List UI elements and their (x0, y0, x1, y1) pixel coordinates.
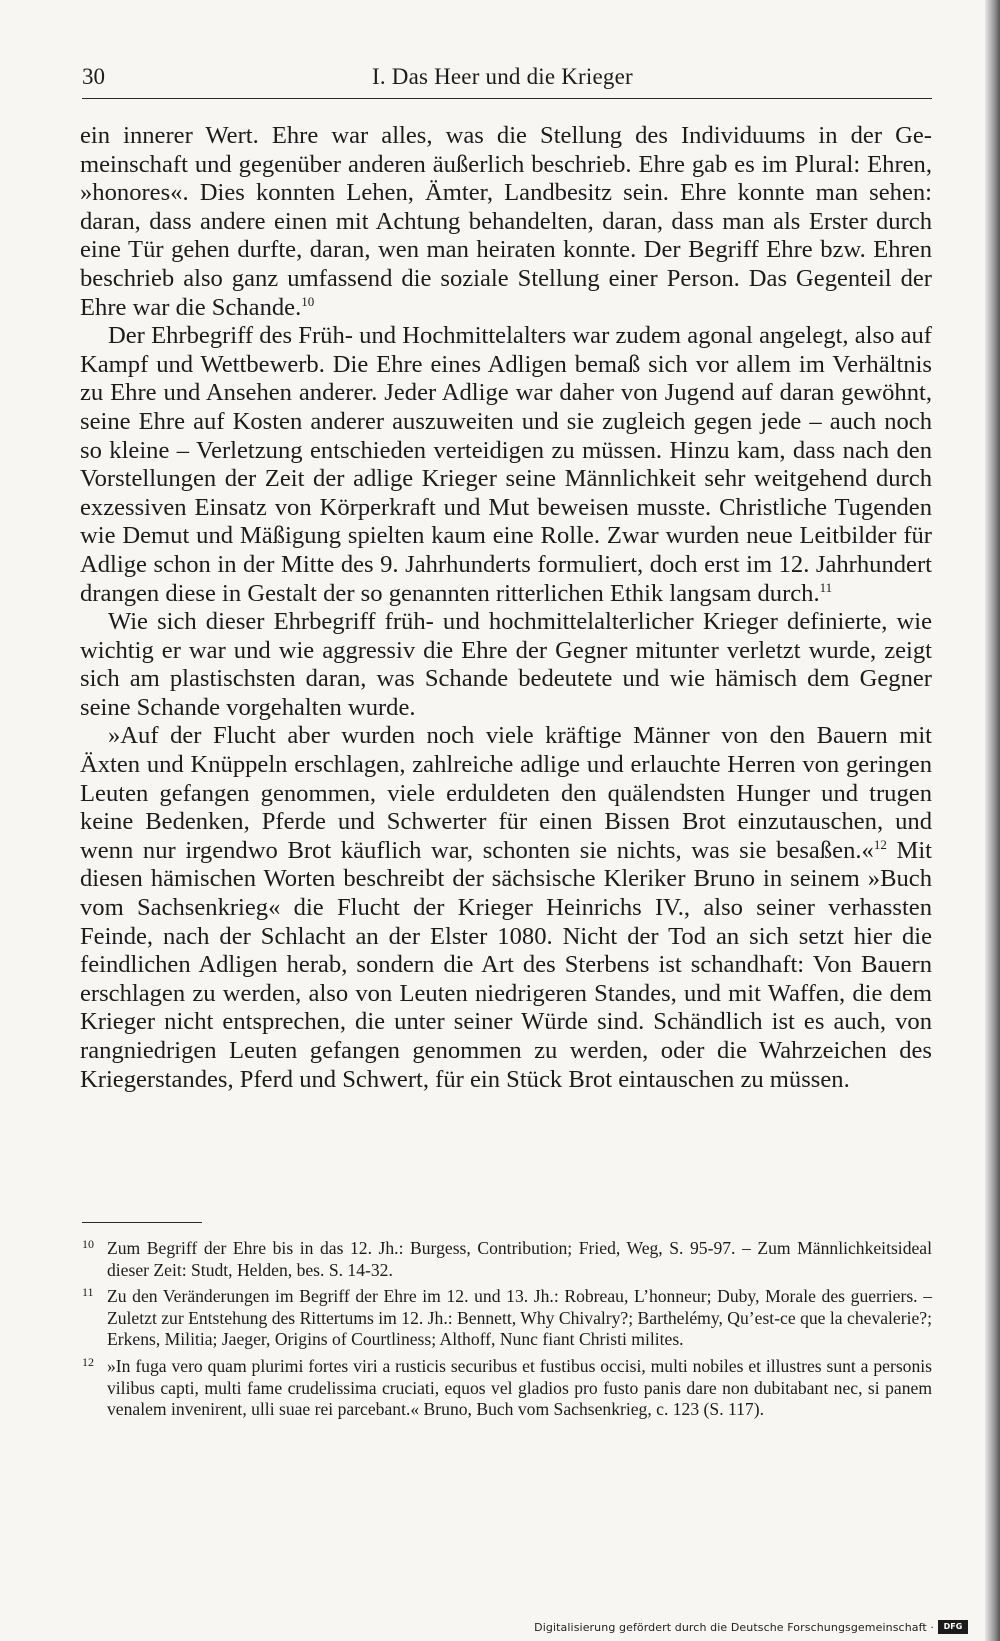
footnotes (82, 1238, 932, 1426)
paragraph-4-quote: »Auf der Flucht aber wurden noch viele kräftige Männer von den Bauern mit Äxten und Knüppeln erschlagen, zahlreiche adlige und erlauchte Herren von geringen Leuten gefangen genommen, viele erduldeten den quälendsten Hunger und trugen keine Bedenken, Pferde und Schwerter für einen Bissen Brot einzutauschen, und wenn nur irgendwo Brot käuflich war, schonten sie nichts, was sie besaßen.« (80, 722, 932, 864)
footnote-ref-12: 12 (873, 836, 887, 852)
footnote-10 (82, 1238, 932, 1281)
footnote-number: 10 (82, 1237, 94, 1251)
footnote-ref-11: 11 (819, 579, 833, 595)
paragraph-1-text: ein innerer Wert. Ehre war alles, was die Stellung des Individuums in der Gemeinschaft und gegenüber anderen äußerlich beschrieb. Ehre gab es im Plural: Ehren, »honores«. Dies konnten Lehen, Ämter, Landbesitz sein. Ehre konnte man sehen: daran, dass andere einen mit Achtung behandelten, daran, dass man als Erster durch eine Tür gehen durfte, daran, wen man heiraten konnte. Der Begriff Ehre bzw. Ehren beschrieb also ganz umfassend die soziale Stellung einer Person. Das Gegenteil der Ehre war die Schande. (80, 122, 932, 321)
paragraph-4 (80, 722, 932, 1094)
paragraph-1 (80, 122, 932, 322)
footnote-11 (82, 1286, 932, 1351)
footnote-separator (82, 1222, 202, 1223)
footnote-number: 12 (82, 1354, 94, 1369)
running-head: I. Das Heer und die Krieger (372, 64, 633, 89)
paragraph-2 (80, 322, 932, 608)
scan-edge-shadow (985, 0, 1000, 1641)
body-text (80, 122, 932, 1094)
digitization-credit: Digitalisierung gefördert durch die Deutsche Forschungsgemeinschaft · (534, 1621, 934, 1634)
paragraph-3-text: Wie sich dieser Ehrbegriff früh- und hochmittelalterlicher Krieger definierte, wie wichtig er war und wie aggressiv die Ehre der Gegner mitunter verletzt wurde, zeigt sich am plastischsten daran, was Schande bedeutete und wie hämisch dem Gegner seine Schande vorgehalten wurde. (80, 608, 932, 721)
footnote-number: 11 (82, 1285, 94, 1300)
footnote-12 (82, 1356, 932, 1421)
footnote-text: Zu den Veränderungen im Begriff der Ehre im 12. und 13. Jh.: Robreau, L’honneur; Duby, Morale des guerriers. – Zuletzt zur Entstehung des Rittertums im 12. Jh.: Bennett, Why Chivalry?; Barthelémy, Qu’est-ce que la chevalerie?; Erkens, Militia; Jaeger, Origins of Courtliness; Althoff, Nunc fiant Christi milites. (107, 1286, 932, 1350)
paragraph-3 (80, 608, 932, 722)
footnote-text: »In fuga vero quam plurimi fortes viri a rusticis securibus et fustibus occisi, multi nobiles et illustres sunt a personis vilibus capti, multi fame crudelissima cruciati, equos vel gladios pro fusto panis dare non dubitabant nec, si panem venalem invenirent, ulli suae rei parcebant.« Bruno, Buch vom Sachsenkrieg, c. 123 (S. 117). (107, 1355, 932, 1420)
page-header (82, 62, 932, 99)
footnote-text: Zum Begriff der Ehre bis in das 12. Jh.: Burgess, Contribution; Fried, Weg, S. 95-97. – Zum Männlichkeitsideal dieser Zeit: Studt, Helden, bes. S. 14-32. (107, 1238, 932, 1280)
page-number: 30 (82, 64, 105, 89)
paragraph-2-text: Der Ehrbegriff des Früh- und Hochmittelalters war zudem agonal angelegt, also auf Kampf und Wettbewerb. Die Ehre eines Adligen bemaß sich vor allem im Verhältnis zu Ehre und Ansehen anderer. Jeder Adlige war daher von Jugend auf daran gewöhnt, seine Ehre auf Kosten anderer auszuweiten und sie zugleich gegen jede – auch noch so kleine – Verletzung entschieden verteidigen zu müssen. Hinzu kam, dass nach den Vorstellungen der Zeit der adlige Krieger seine Männlichkeit sehr weitgehend durch exzessiven Einsatz von Körperkraft und Mut beweisen musste. Christliche Tugenden wie Demut und Mäßigung spielten kaum eine Rolle. Zwar wurden neue Leitbilder für Adlige schon in der Mitte des 9. Jahrhunderts formuliert, doch erst im 12. Jahrhundert drangen diese in Gestalt der so genannten ritterlichen Ethik langsam durch. (80, 322, 932, 607)
footnote-ref-10: 10 (301, 293, 315, 309)
dfg-logo-icon: DFG (938, 1620, 968, 1634)
paragraph-4-text: Mit diesen hämischen Worten beschreibt der sächsische Kleriker Bruno in seinem »Buch vom Sachsenkrieg« die Flucht der Krieger Heinrichs IV., also seiner verhassten Feinde, nach der Schlacht an der Elster 1080. Nicht der Tod an sich setzt hier die feindlichen Adligen herab, sondern die Art des Sterbens ist schandhaft: Von Bauern erschlagen zu werden, also von Leuten niedrigeren Standes, und mit Waffen, die dem Krieger nicht entsprechen, die unter seiner Würde sind. Schändlich ist es auch, von rangniedrigen Leuten gefangen genommen zu werden, oder die Wahrzeichen des Kriegerstandes, Pferd und Schwert, für ein Stück Brot eintauschen zu müssen. (80, 836, 932, 1093)
